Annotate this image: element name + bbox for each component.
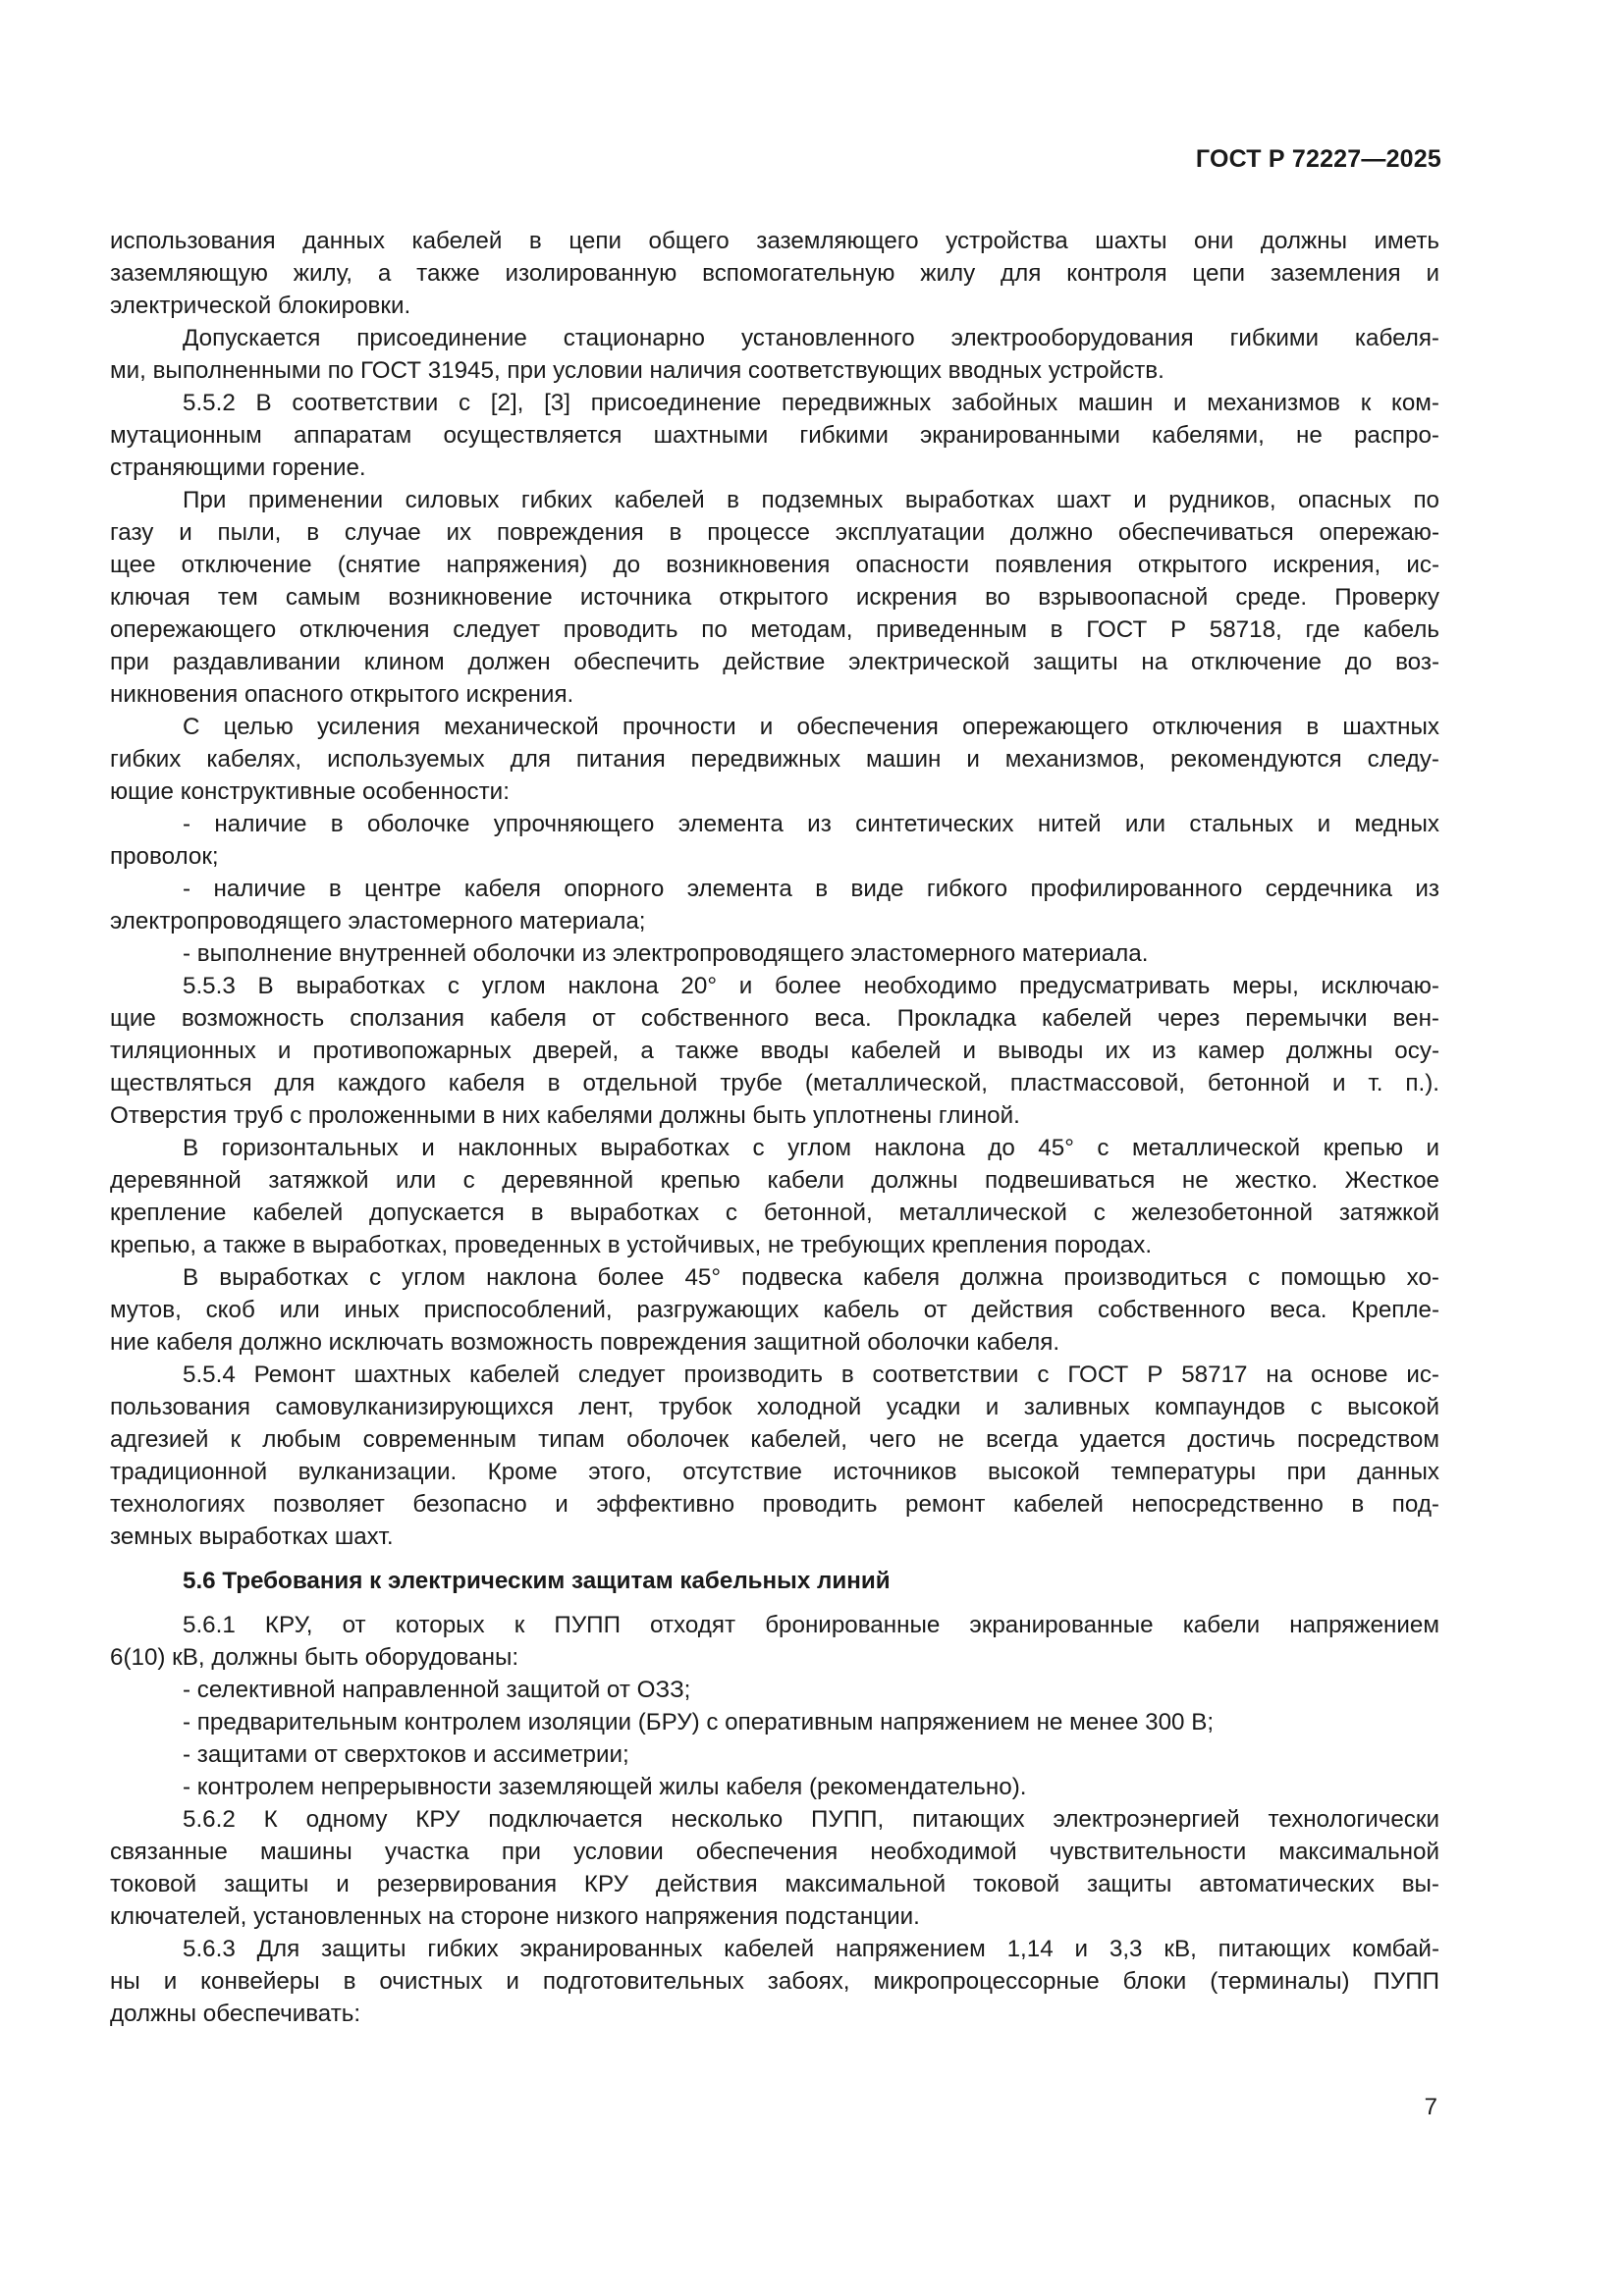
text-line: 5.5.3 В выработках с углом наклона 20° и более необходимо предусматривать меры, исключаю-: [183, 973, 1439, 999]
text-line: тиляционных и противопожарных дверей, а также вводы кабелей и выводы их из камер должны осу-: [110, 1038, 1439, 1064]
text-line: мутов, скоб или иных приспособлений, разгружающих кабель от действия собственного веса. Крепле-: [110, 1297, 1439, 1323]
text-line: - контролем непрерывности заземляющей жилы кабеля (рекомендательно).: [183, 1774, 1027, 1800]
section-5-6-text: [110, 1609, 1439, 2030]
text-line: токовой защиты и резервирования КРУ действия максимальной токовой защиты автоматических вы-: [110, 1871, 1439, 1897]
text-line: - селективной направленной защитой от ОЗЗ;: [183, 1677, 691, 1703]
text-line: ние кабеля должно исключать возможность повреждения защитной оболочки кабеля.: [110, 1329, 1060, 1356]
text-line: ключателей, установленных на стороне низкого напряжения подстанции.: [110, 1903, 920, 1930]
text-line: крепление кабелей допускается в выработках с бетонной, металлической с железобетонной затяжкой: [110, 1200, 1439, 1226]
text-line: проволок;: [110, 843, 219, 870]
text-line: газу и пыли, в случае их повреждения в процессе эксплуатации должно обеспечиваться опережаю-: [110, 519, 1439, 546]
text-line: традиционной вулканизации. Кроме этого, отсутствие источников высокой температуры при данных: [110, 1459, 1439, 1485]
text-line: При применении силовых гибких кабелей в подземных выработках шахт и рудников, опасных по: [183, 487, 1439, 513]
text-line: - наличие в оболочке упрочняющего элемента из синтетических нитей или стальных и медных: [183, 811, 1439, 837]
text-line: никновения опасного открытого искрения.: [110, 681, 574, 708]
text-line: земных выработках шахт.: [110, 1523, 394, 1550]
text-line: гибких кабелях, используемых для питания передвижных машин и механизмов, рекомендуются следу-: [110, 746, 1439, 773]
text-line: должны обеспечивать:: [110, 2001, 361, 2027]
text-line: заземляющую жилу, а также изолированную вспомогательную жилу для контроля цепи заземления и: [110, 260, 1439, 287]
text-line: - наличие в центре кабеля опорного элемента в виде гибкого профилированного сердечника из: [183, 876, 1439, 902]
text-line: связанные машины участка при условии обеспечения необходимой чувствительности максимальной: [110, 1839, 1439, 1865]
text-line: В выработках с углом наклона более 45° подвеска кабеля должна производиться с помощью хо-: [183, 1264, 1439, 1291]
text-line: В горизонтальных и наклонных выработках с углом наклона до 45° с металлической крепью и: [183, 1135, 1439, 1161]
text-line: 6(10) кВ, должны быть оборудованы:: [110, 1644, 519, 1671]
text-line: ющие конструктивные особенности:: [110, 778, 510, 805]
text-line: ны и конвейеры в очистных и подготовительных забоях, микропроцессорные блоки (терминалы) ПУПП: [110, 1968, 1439, 1995]
text-line: Допускается присоединение стационарно установленного электрооборудования гибкими кабеля-: [183, 325, 1439, 351]
text-line: электропроводящего эластомерного материала;: [110, 908, 646, 934]
text-line: 5.5.4 Ремонт шахтных кабелей следует производить в соответствии с ГОСТ Р 58717 на основе ис-: [183, 1362, 1439, 1388]
text-line: ключая тем самым возникновение источника открытого искрения во взрывоопасной среде. Проверку: [110, 584, 1439, 611]
text-line: щие возможность сползания кабеля от собственного веса. Прокладка кабелей через перемычки вен-: [110, 1005, 1439, 1032]
text-line: щее отключение (снятие напряжения) до возникновения опасности появления открытого искрения, ис-: [110, 552, 1439, 578]
text-line: 5.6.3 Для защиты гибких экранированных кабелей напряжением 1,14 и 3,3 кВ, питающих комбай-: [183, 1936, 1439, 1962]
section-5-6-heading: 5.6 Требования к электрическим защитам кабельных линий: [183, 1568, 891, 1594]
text-line: страняющими горение.: [110, 454, 366, 481]
text-line: ми, выполненными по ГОСТ 31945, при условии наличия соответствующих вводных устройств.: [110, 357, 1164, 384]
text-line: электрической блокировки.: [110, 293, 411, 319]
text-line: Отверстия труб с проложенными в них кабелями должны быть уплотнены глиной.: [110, 1102, 1020, 1129]
text-line: ществляться для каждого кабеля в отдельной трубе (металлической, пластмассовой, бетонной и т. п.).: [110, 1070, 1439, 1096]
page-number: 7: [1424, 2094, 1437, 2120]
text-line: 5.6.1 КРУ, от которых к ПУПП отходят бронированные экранированные кабели напряжением: [183, 1612, 1439, 1638]
text-line: при раздавливании клином должен обеспечить действие электрической защиты на отключение до воз-: [110, 649, 1439, 675]
text-line: 5.5.2 В соответствии с [2], [3] присоединение передвижных забойных машин и механизмов к ком-: [183, 390, 1439, 416]
text-line: крепью, а также в выработках, проведенных в устойчивых, не требующих крепления породах.: [110, 1232, 1153, 1258]
document-standard-number: ГОСТ Р 72227—2025: [1195, 145, 1441, 173]
document-body: [110, 225, 1439, 2030]
text-line: - выполнение внутренней оболочки из электропроводящего эластомерного материала.: [183, 940, 1149, 967]
text-line: - защитами от сверхтоков и ассиметрии;: [183, 1741, 629, 1768]
text-line: опережающего отключения следует проводить по методам, приведенным в ГОСТ Р 58718, где кабель: [110, 616, 1439, 643]
text-line: деревянной затяжкой или с деревянной крепью кабели должны подвешиваться не жестко. Жесткое: [110, 1167, 1439, 1194]
text-line: С целью усиления механической прочности и обеспечения опережающего отключения в шахтных: [183, 714, 1439, 740]
text-line: адгезией к любым современным типам оболочек кабелей, чего не всегда удается достичь посредством: [110, 1426, 1439, 1453]
text-line: - предварительным контролем изоляции (БРУ) с оперативным напряжением не менее 300 В;: [183, 1709, 1215, 1735]
text-line: 5.6.2 К одному КРУ подключается несколько ПУПП, питающих электроэнергией технологически: [183, 1806, 1439, 1833]
text-line: мутационным аппаратам осуществляется шахтными гибкими экранированными кабелями, не распро-: [110, 422, 1439, 449]
text-line: использования данных кабелей в цепи общего заземляющего устройства шахты они должны иметь: [110, 228, 1439, 254]
text-line: пользования самовулканизирующихся лент, трубок холодной усадки и заливных компаундов с высокой: [110, 1394, 1439, 1420]
text-line: технологиях позволяет безопасно и эффективно проводить ремонт кабелей непосредственно в под-: [110, 1491, 1439, 1518]
section-5-5-text: [110, 225, 1439, 1553]
